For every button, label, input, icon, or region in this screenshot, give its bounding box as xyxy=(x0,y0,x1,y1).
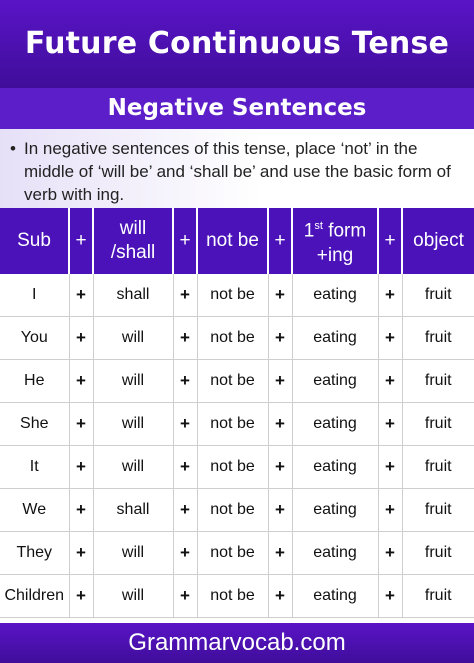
cell-plus: + xyxy=(378,446,402,489)
cell-auxiliary: will xyxy=(93,317,173,360)
cell-not-be: not be xyxy=(197,575,268,618)
cell-object: fruit xyxy=(402,317,474,360)
table-row xyxy=(0,274,474,317)
cell-plus: + xyxy=(173,274,197,317)
cell-object: fruit xyxy=(402,446,474,489)
cell-plus: + xyxy=(378,403,402,446)
header-form-rest: form xyxy=(322,220,367,242)
cell-subject: They xyxy=(0,532,69,575)
cell-plus: + xyxy=(69,532,93,575)
cell-plus: + xyxy=(268,317,292,360)
cell-plus: + xyxy=(69,274,93,317)
cell-verb-ing: eating xyxy=(292,575,378,618)
cell-plus: + xyxy=(69,403,93,446)
table-row xyxy=(0,446,474,489)
header-form-line2: +ing xyxy=(316,244,354,266)
cell-not-be: not be xyxy=(197,403,268,446)
cell-plus: + xyxy=(268,489,292,532)
cell-object: fruit xyxy=(402,532,474,575)
cell-plus: + xyxy=(173,575,197,618)
header-plus: + xyxy=(378,208,402,274)
cell-plus: + xyxy=(378,360,402,403)
cell-not-be: not be xyxy=(197,532,268,575)
cell-plus: + xyxy=(378,317,402,360)
cell-auxiliary: will xyxy=(93,532,173,575)
table-row xyxy=(0,489,474,532)
cell-subject: He xyxy=(0,360,69,403)
header-not-be: not be xyxy=(197,208,268,274)
intro-note xyxy=(0,129,474,208)
table-row xyxy=(0,532,474,575)
cell-plus: + xyxy=(268,575,292,618)
cell-verb-ing: eating xyxy=(292,489,378,532)
cell-plus: + xyxy=(69,317,93,360)
table-row xyxy=(0,403,474,446)
cell-plus: + xyxy=(69,489,93,532)
bullet-icon: • xyxy=(10,139,16,158)
table-row xyxy=(0,317,474,360)
header-will-line1: will xyxy=(119,218,147,239)
cell-object: fruit xyxy=(402,274,474,317)
cell-auxiliary: shall xyxy=(93,274,173,317)
header-sub: Sub xyxy=(0,208,69,274)
cell-plus: + xyxy=(268,403,292,446)
cell-plus: + xyxy=(69,360,93,403)
cell-plus: + xyxy=(268,274,292,317)
table-header-row xyxy=(0,208,474,274)
header-first-form xyxy=(292,208,378,274)
cell-auxiliary: will xyxy=(93,575,173,618)
cell-not-be: not be xyxy=(197,360,268,403)
cell-object: fruit xyxy=(402,575,474,618)
cell-plus: + xyxy=(173,446,197,489)
table-row xyxy=(0,575,474,618)
cell-plus: + xyxy=(268,532,292,575)
cell-not-be: not be xyxy=(197,446,268,489)
cell-verb-ing: eating xyxy=(292,274,378,317)
cell-not-be: not be xyxy=(197,489,268,532)
cell-plus: + xyxy=(268,446,292,489)
cell-verb-ing: eating xyxy=(292,532,378,575)
cell-plus: + xyxy=(173,403,197,446)
cell-plus: + xyxy=(173,489,197,532)
cell-plus: + xyxy=(69,446,93,489)
cell-plus: + xyxy=(268,360,292,403)
cell-verb-ing: eating xyxy=(292,360,378,403)
cell-subject: You xyxy=(0,317,69,360)
cell-plus: + xyxy=(173,317,197,360)
cell-verb-ing: eating xyxy=(292,446,378,489)
cell-subject: We xyxy=(0,489,69,532)
cell-plus: + xyxy=(173,532,197,575)
cell-not-be: not be xyxy=(197,317,268,360)
cell-verb-ing: eating xyxy=(292,317,378,360)
page-subtitle: Negative Sentences xyxy=(0,88,474,129)
page-title: Future Continuous Tense xyxy=(0,0,474,88)
cell-subject: It xyxy=(0,446,69,489)
header-plus: + xyxy=(173,208,197,274)
header-plus: + xyxy=(69,208,93,274)
header-form-sup: st xyxy=(314,220,323,233)
header-plus: + xyxy=(268,208,292,274)
cell-object: fruit xyxy=(402,360,474,403)
cell-auxiliary: will xyxy=(93,360,173,403)
cell-plus: + xyxy=(378,274,402,317)
site-footer: Grammarvocab.com xyxy=(0,623,474,663)
cell-not-be: not be xyxy=(197,274,268,317)
conjugation-table xyxy=(0,208,474,618)
intro-text: In negative sentences of this tense, place ‘not’ in the middle of ‘will be’ and ‘shall be’ and use the basic form of verb with ing. xyxy=(24,139,451,204)
cell-plus: + xyxy=(173,360,197,403)
table-row xyxy=(0,360,474,403)
cell-subject: I xyxy=(0,274,69,317)
cell-verb-ing: eating xyxy=(292,403,378,446)
cell-object: fruit xyxy=(402,489,474,532)
header-object: object xyxy=(402,208,474,274)
cell-subject: Children xyxy=(0,575,69,618)
cell-plus: + xyxy=(69,575,93,618)
cell-object: fruit xyxy=(402,403,474,446)
cell-plus: + xyxy=(378,575,402,618)
cell-auxiliary: shall xyxy=(93,489,173,532)
header-will-shall xyxy=(93,208,173,274)
cell-subject: She xyxy=(0,403,69,446)
cell-auxiliary: will xyxy=(93,403,173,446)
cell-plus: + xyxy=(378,489,402,532)
cell-plus: + xyxy=(378,532,402,575)
cell-auxiliary: will xyxy=(93,446,173,489)
header-form-num: 1 xyxy=(303,220,315,242)
header-will-line2: /shall xyxy=(110,242,156,263)
